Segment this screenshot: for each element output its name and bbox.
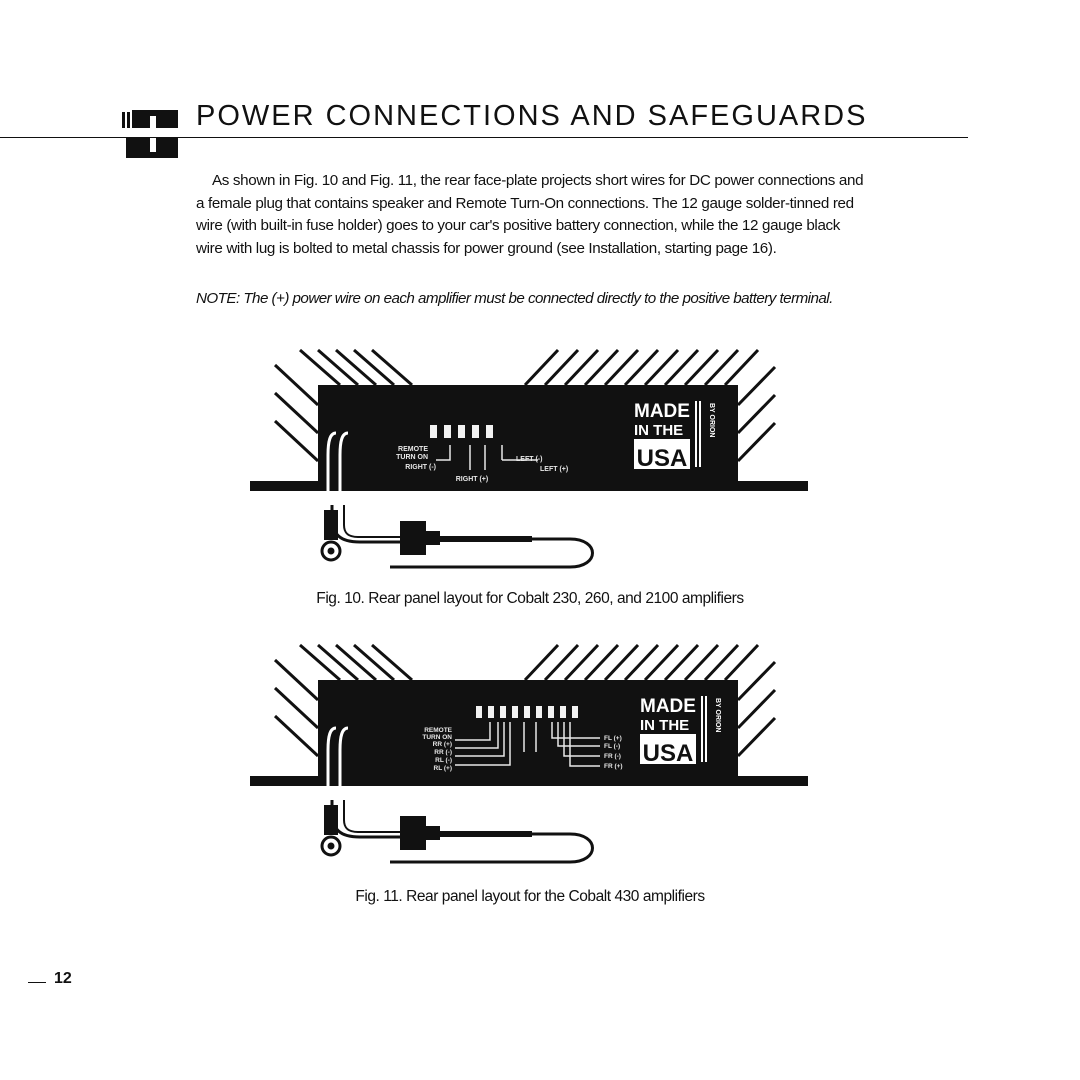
badge-in-the-text: IN THE <box>640 717 690 734</box>
figure-10-illustration <box>240 345 820 590</box>
badge-made-text: MADE <box>634 401 690 422</box>
figure-10-rear-panel <box>240 345 820 590</box>
badge-in-the-text: IN THE <box>634 422 684 439</box>
intro-paragraph: As shown in Fig. 10 and Fig. 11, the rear face-plate projects short wires for DC power connections and a female plug that contains speaker and Remote Turn-On connections. The 12 gauge solder-tinned red wire (with built-in fuse holder) goes to your car's positive battery connection, while the 12 gauge black wire with lug is bolted to metal chassis for power ground (see Installation, starting page 16). <box>196 172 864 257</box>
label-fr-plus: FR (+) <box>604 763 623 770</box>
label-left-minus: LEFT (-) <box>516 456 543 463</box>
label-remote: REMOTE <box>398 446 428 453</box>
badge-by-orion-text: BY ORION <box>708 403 715 438</box>
fuse-lug <box>324 805 338 835</box>
label-left-plus: LEFT (+) <box>540 466 569 473</box>
label-right-minus: RIGHT (-) <box>405 464 436 471</box>
label-rl-plus: RL (+) <box>433 765 452 772</box>
page-number: 12 <box>54 970 72 987</box>
label-rr-plus: RR (+) <box>432 741 452 748</box>
label-turn-on: TURN ON <box>422 734 452 741</box>
label-fl-plus: FL (+) <box>604 735 622 742</box>
badge-by-orion-text: BY ORION <box>714 698 721 733</box>
fuse-holder <box>400 521 426 555</box>
chassis-base <box>250 776 808 786</box>
label-turn-on: TURN ON <box>396 454 428 461</box>
power-wire-note: NOTE: The (+) power wire on each amplifier must be connected directly to the positive battery terminal. <box>196 290 833 307</box>
label-rl-minus: RL (-) <box>435 757 452 764</box>
figure-11-caption: Fig. 11. Rear panel layout for the Cobalt 430 amplifiers <box>355 888 705 905</box>
label-fl-minus: FL (-) <box>604 743 621 750</box>
terminal-pins <box>476 706 578 718</box>
chassis-base <box>250 481 808 491</box>
label-right-plus: RIGHT (+) <box>455 476 489 483</box>
figure-11-illustration <box>240 640 820 885</box>
badge-made-text: MADE <box>640 696 696 717</box>
badge-usa-text: USA <box>642 740 694 767</box>
fuse-holder <box>400 816 426 850</box>
section-logo-icon <box>122 110 178 158</box>
label-rr-minus: RR (-) <box>434 749 452 756</box>
badge-usa-text: USA <box>636 445 688 472</box>
fuse-lug <box>324 510 338 540</box>
figure-10-caption: Fig. 10. Rear panel layout for Cobalt 230, 260, and 2100 amplifiers <box>316 590 744 607</box>
figure-11-rear-panel <box>240 640 820 885</box>
page-footer <box>0 970 120 994</box>
title-divider <box>0 137 968 138</box>
footer-rule <box>28 982 46 983</box>
label-fr-minus: FR (-) <box>604 753 621 760</box>
label-remote: REMOTE <box>424 727 452 734</box>
page-title: POWER CONNECTIONS AND SAFEGUARDS <box>196 100 868 132</box>
